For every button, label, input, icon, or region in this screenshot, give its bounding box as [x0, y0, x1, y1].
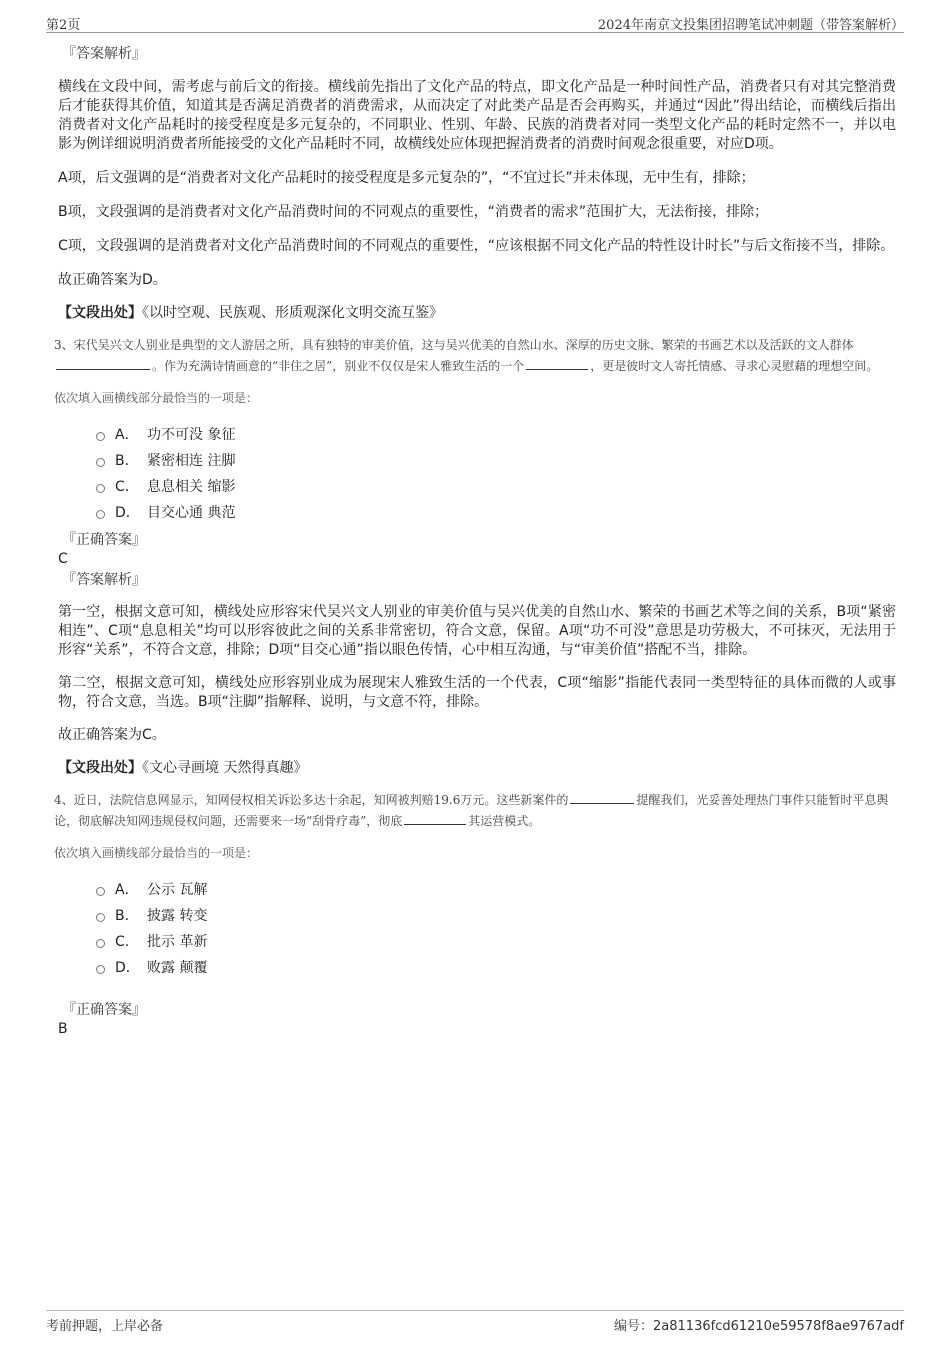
radio-icon[interactable] — [96, 939, 105, 948]
q4-answer-heading: 『正确答案』 — [62, 1002, 146, 1018]
q3-question: 3、宋代吴兴文人别业是典型的文人游居之所，具有独特的审美价值，这与吴兴优美的自然山水、深厚的历史文脉、繁荣的书画艺术以及活跃的文人群体。作为充满诗情画意的“非住之居”，别业不仅仅是宋人雅致生活的一个 ，更是彼时文人寄托情感、寻求心灵慰藉的理想空间。 — [54, 338, 879, 373]
q3-option-b[interactable]: B． 紧密相连 注脚 — [96, 447, 896, 473]
q4-blank-1 — [570, 791, 634, 804]
document-title: 2024年南京文投集团招聘笔试冲刺题（带答案解析） — [597, 18, 904, 33]
source-label: 【文段出处】 — [58, 305, 142, 321]
page-footer — [46, 1310, 904, 1334]
q4-blank-2 — [404, 812, 466, 825]
q3-option-a[interactable]: A． 功不可没 象征 — [96, 421, 896, 447]
q3-answer: C — [58, 551, 68, 567]
q4-option-c[interactable]: C． 批示 革新 — [96, 928, 896, 954]
page-header — [46, 12, 904, 33]
q3-source — [58, 758, 896, 778]
main-content — [54, 44, 896, 1038]
q2-analysis-p4: C项，文段强调的是消费者对文化产品消费时间的不同观点的重要性，“应该根据不同文化产品的特性设计时长”与后文衔接不当，排除。 — [58, 238, 895, 254]
q4-option-d[interactable]: D． 败露 颠覆 — [96, 954, 896, 980]
source-label: 【文段出处】 — [58, 760, 142, 776]
footer-slogan: 考前押题，上岸必备 — [46, 1319, 164, 1334]
q2-analysis-p5: 故正确答案为D。 — [58, 272, 167, 288]
q3-blank-2 — [526, 357, 588, 370]
page-number: 第2页 — [46, 18, 81, 33]
radio-icon[interactable] — [96, 432, 105, 441]
q4-option-b[interactable]: B． 披露 转变 — [96, 902, 896, 928]
radio-icon[interactable] — [96, 965, 105, 974]
radio-icon[interactable] — [96, 510, 105, 519]
q3-analysis-p1: 第一空，根据文意可知，横线处应形容宋代吴兴文人别业的审美价值与吴兴优美的自然山水、繁荣的书画艺术等之间的关系，B项“紧密相连”、C项“息息相关”均可以形容彼此之间的关系非常密切，符合文意，保留。A项“功不可没”意思是功劳极大，不可抹灭，无法用于形容“关系”，不符合文意，排除；D项“目交心通”指以眼色传情，心中相互沟通，与“审美价值”搭配不当，排除。 — [58, 604, 896, 658]
radio-icon[interactable] — [96, 913, 105, 922]
q2-source — [58, 303, 896, 323]
analysis-heading: 『答案解析』 — [62, 46, 146, 62]
q2-analysis-p2: A项，后文强调的是“消费者对文化产品耗时的接受程度是多元复杂的”，“不宜过长”并未体现，无中生有，排除； — [58, 170, 755, 186]
radio-icon[interactable] — [96, 458, 105, 467]
q3-blank-1 — [56, 357, 150, 370]
q3-option-d[interactable]: D． 目交心通 典范 — [96, 499, 896, 525]
radio-icon[interactable] — [96, 484, 105, 493]
q4-option-a[interactable]: A． 公示 瓦解 — [96, 876, 896, 902]
q3-answer-heading: 『正确答案』 — [62, 532, 146, 548]
q2-analysis-p3: B项，文段强调的是消费者对文化产品消费时间的不同观点的重要性，“消费者的需求”范围扩大，无法衔接，排除； — [58, 204, 769, 220]
q3-analysis-p2: 第二空，根据文意可知，横线处应形容别业成为展现宋人雅致生活的一个代表，C项“缩影”指能代表同一类型特征的具体而微的人或事物，符合文意，当选。B项“注脚”指解释、说明，与文意不符，排除。 — [58, 675, 896, 710]
q3-source-title: 《文心寻画境 天然得真趣》 — [142, 760, 308, 776]
q3-prompt: 依次填入画横线部分最恰当的一项是： — [54, 391, 259, 405]
footer-serial: 编号：2a81136fcd61210e59578f8ae9767adf — [614, 1319, 904, 1334]
q3-option-c[interactable]: C． 息息相关 缩影 — [96, 473, 896, 499]
q3-analysis-p3: 故正确答案为C。 — [58, 727, 166, 743]
q4-options — [96, 876, 896, 980]
q4-prompt: 依次填入画横线部分最恰当的一项是： — [54, 846, 259, 860]
q4-question: 4、近日，法院信息网显示，知网侵权相关诉讼多达十余起，知网被判赔19.6万元。这些新案件的 提醒我们，光妥善处理热门事件只能暂时平息舆论，彻底解决知网违规侵权问题，还需要来一场“刮骨疗毒”，彻底 其运营模式。 — [54, 793, 889, 828]
q2-analysis-p1: 横线在文段中间，需考虑与前后文的衔接。横线前先指出了文化产品的特点，即文化产品是一种时间性产品，消费者只有对其完整消费后才能获得其价值，知道其是否满足消费者的消费需求，从而决定了对此类产品是否会再购买，并通过“因此”得出结论，而横线后指出消费者对文化产品耗时的接受程度是多元复杂的，不同职业、性别、年龄、民族的消费者对同一类型文化产品的耗时定然不一，并以电影为例详细说明消费者所能接受的文化产品耗时不同，故横线处应体现把握消费者的消费时间观念很重要，对应D项。 — [58, 79, 896, 152]
radio-icon[interactable] — [96, 887, 105, 896]
q4-answer: B — [58, 1021, 68, 1037]
q2-source-title: 《以时空观、民族观、形质观深化文明交流互鉴》 — [142, 305, 443, 321]
q3-analysis-heading: 『答案解析』 — [62, 572, 146, 588]
q3-options — [96, 421, 896, 525]
